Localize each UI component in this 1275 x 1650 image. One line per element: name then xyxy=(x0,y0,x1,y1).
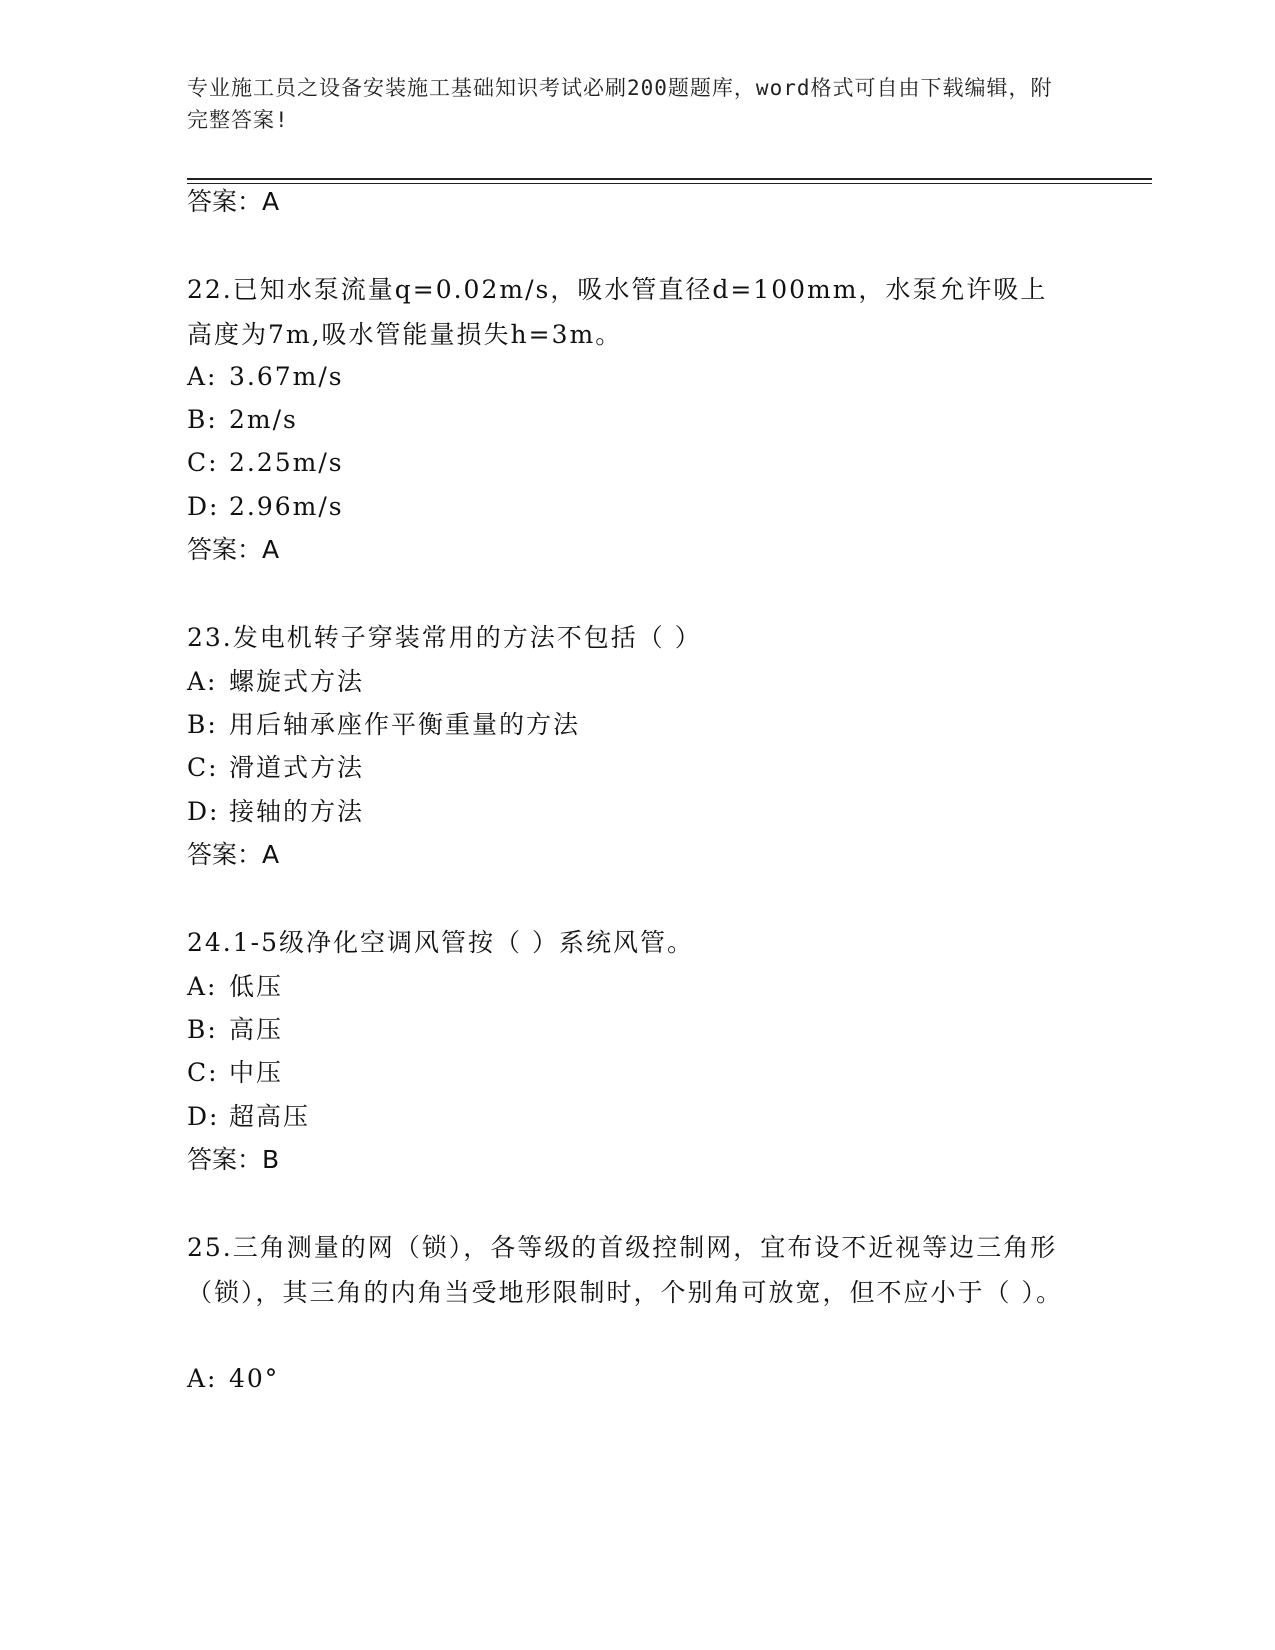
option-text: 螺旋式方法 xyxy=(229,667,365,696)
option-text: 高压 xyxy=(229,1015,284,1044)
option-text: 滑道式方法 xyxy=(229,753,365,782)
answer-line: 答案：A xyxy=(187,840,280,869)
answer-line: 答案：A xyxy=(187,535,280,564)
option-b xyxy=(187,710,580,740)
option-b xyxy=(187,405,298,435)
option-b xyxy=(187,1015,283,1045)
option-a xyxy=(187,972,283,1002)
option-text: 接轴的方法 xyxy=(229,797,365,826)
document-header: 专业施工员之设备安装施工基础知识考试必刷200题题库，word格式可自由下载编辑，附完整答案! xyxy=(187,76,1053,132)
option-text: 用后轴承座作平衡重量的方法 xyxy=(229,710,581,739)
option-d xyxy=(187,492,344,522)
answer-line: 答案：B xyxy=(187,1145,280,1174)
option-a xyxy=(187,667,364,697)
option-label: D: xyxy=(187,492,220,521)
option-label: A: xyxy=(187,362,218,391)
option-a xyxy=(187,1364,279,1394)
option-text: 2.25m/s xyxy=(229,448,344,477)
option-d xyxy=(187,797,364,827)
option-text: 中压 xyxy=(229,1058,284,1087)
option-c xyxy=(187,753,364,783)
option-label: A: xyxy=(187,1364,218,1393)
option-text: 2m/s xyxy=(229,405,298,434)
option-label: B: xyxy=(187,405,218,434)
option-label: A: xyxy=(187,972,218,1001)
option-text: 40° xyxy=(229,1364,280,1393)
header-divider-thin xyxy=(187,183,1152,184)
question-stem: 25.三角测量的网（锁），各等级的首级控制网，宜布设不近视等边三角形（锁），其三角的内角当受地形限制时，个别角可放宽，但不应小于（ ）。 xyxy=(187,1233,1063,1307)
option-text: 超高压 xyxy=(229,1102,311,1131)
option-label: C: xyxy=(187,753,219,782)
answer-line: 答案：A xyxy=(187,187,280,216)
question-stem: 23.发电机转子穿装常用的方法不包括（ ） xyxy=(187,623,702,652)
option-label: D: xyxy=(187,797,220,826)
option-label: B: xyxy=(187,710,218,739)
option-label: C: xyxy=(187,1058,219,1087)
option-a xyxy=(187,362,344,392)
option-label: A: xyxy=(187,667,218,696)
option-c xyxy=(187,1058,283,1088)
header-divider xyxy=(187,178,1152,180)
option-label: B: xyxy=(187,1015,218,1044)
option-text: 低压 xyxy=(229,972,284,1001)
option-d xyxy=(187,1102,310,1132)
option-text: 2.96m/s xyxy=(229,492,344,521)
option-label: D: xyxy=(187,1102,220,1131)
option-c xyxy=(187,448,344,478)
question-stem: 24.1-5级净化空调风管按（ ）系统风管。 xyxy=(187,928,694,957)
option-text: 3.67m/s xyxy=(229,362,344,391)
option-label: C: xyxy=(187,448,219,477)
question-stem: 22.已知水泵流量q=0.02m/s，吸水管直径d=100mm，水泵允许吸上高度为7m,吸水管能量损失h=3m。 xyxy=(187,275,1048,349)
